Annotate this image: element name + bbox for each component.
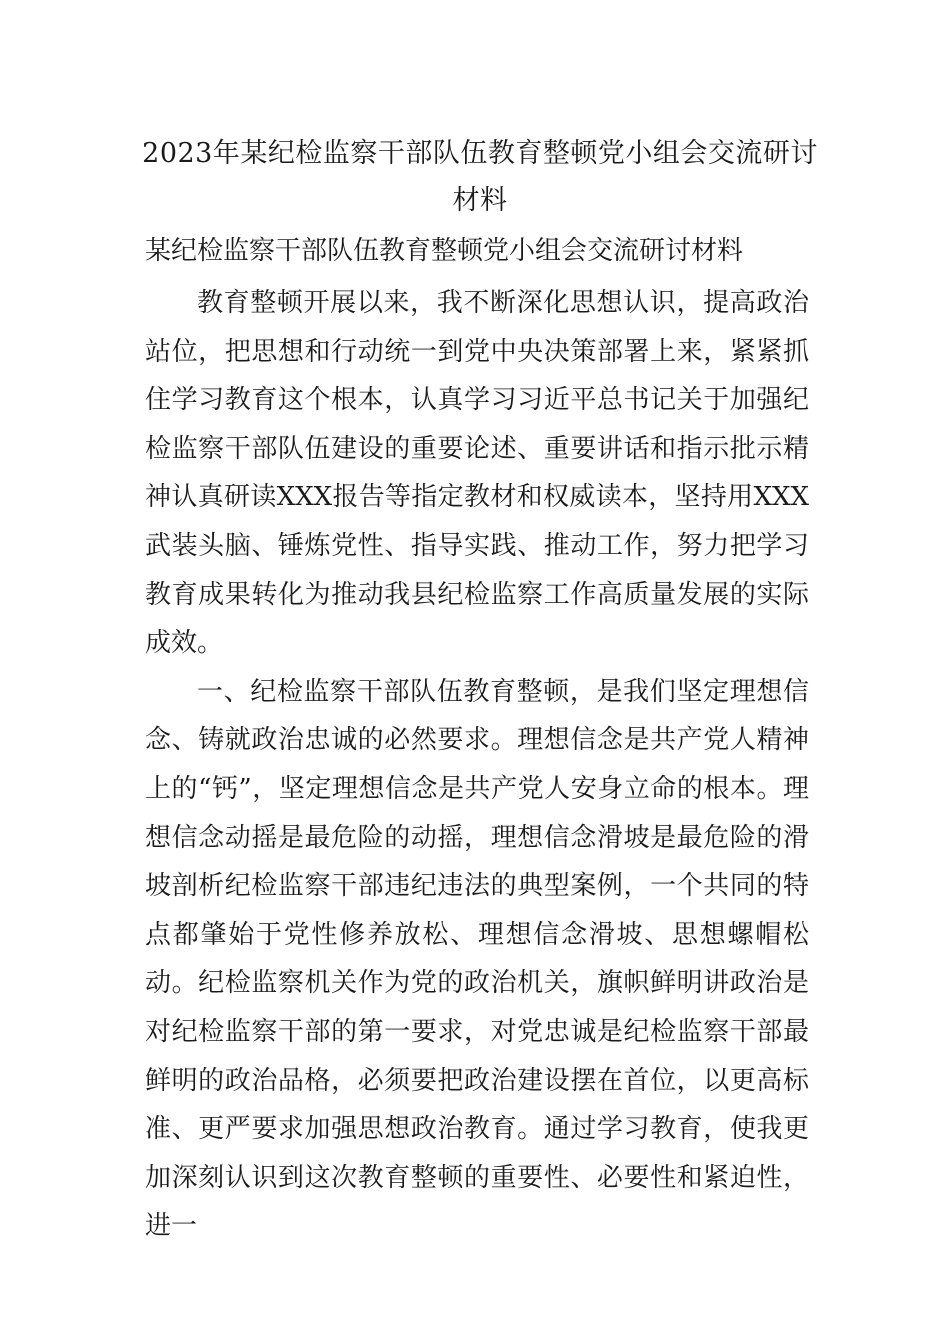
document-title: 2023年某纪检监察干部队伍教育整顿党小组会交流研讨材料 [142,138,818,216]
document-body [145,279,809,1251]
paragraph-section-one: 一、纪检监察干部队伍教育整顿，是我们坚定理想信念、铸就政治忠诚的必然要求。理想信念是共产党人精神上的“钙”，坚定理想信念是共产党人安身立命的根本。理想信念动摇是最危险的动摇，理想信念滑坡是最危险的滑坡剖析纪检监察干部违纪违法的典型案例，一个共同的特点都肇始于党性修养放松、理想信念滑坡、思想螺帽松动。纪检监察机关作为党的政治机关，旗帜鲜明讲政治是对纪检监察干部的第一要求，对党忠诚是纪检监察干部最鲜明的政治品格，必须要把政治建设摆在首位，以更高标准、更严要求加强思想政治教育。通过学习教育，使我更加深刻认识到这次教育整顿的重要性、必要性和紧迫性，进一 [145,676,809,1242]
document-subtitle: 某纪检监察干部队伍教育整顿党小组会交流研讨材料 [145,236,744,266]
paragraph-intro: 教育整顿开展以来，我不断深化思想认识，提高政治站位，把思想和行动统一到党中央决策部署上来，紧紧抓住学习教育这个根本，认真学习习近平总书记关于加强纪检监察干部队伍建设的重要论述、重要讲话和指示批示精神认真研读XXX报告等指定教材和权威读本，坚持用XXX武装头脑、锤炼党性、指导实践、推动工作，努力把学习教育成果转化为推动我县纪检监察工作高质量发展的实际成效。 [145,288,809,659]
